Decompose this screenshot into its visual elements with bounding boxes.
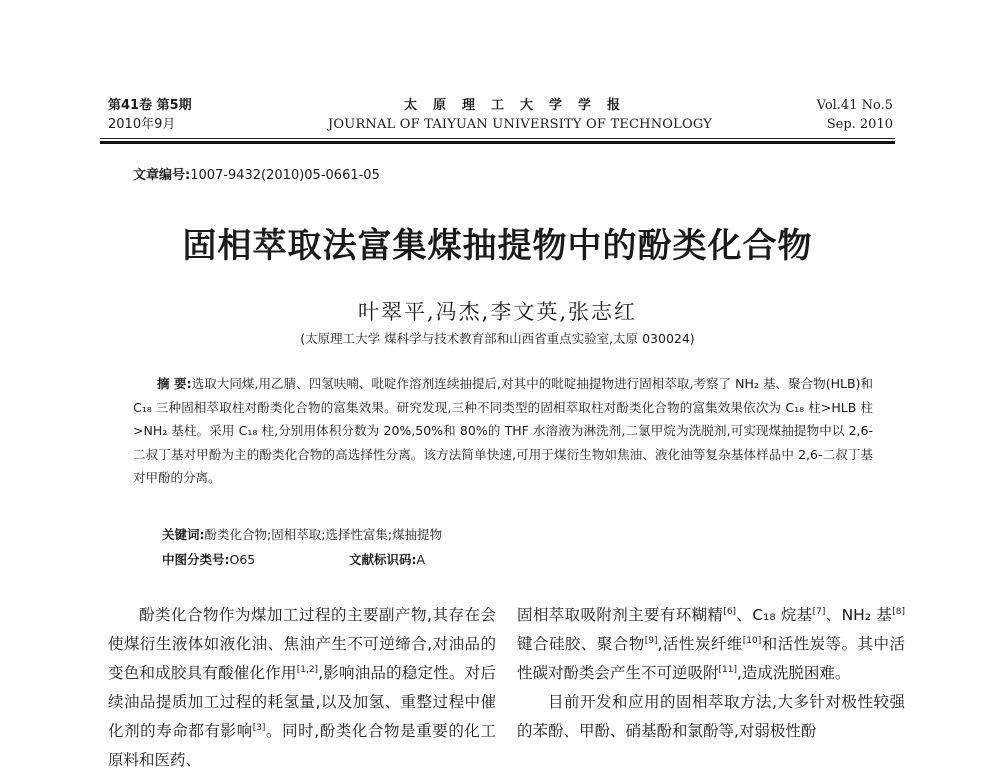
citation: [9] xyxy=(644,635,658,646)
document-code-value: A xyxy=(416,552,426,567)
body-paragraph: 固相萃取吸附剂主要有环糊精[6]、C₁₈ 烷基[7]、NH₂ 基[8]键合硅胶、聚合物[9],活性炭纤维[10]和活性炭等。其中活性碳对酚类会产生不可逆吸附[11],造成洗脱困难。 xyxy=(517,606,905,682)
citation: [6] xyxy=(723,606,737,617)
volume-en: Vol.41 No.5 xyxy=(816,98,893,113)
journal-issue-cn xyxy=(108,96,192,134)
abstract-text: 选取大同煤,用乙腈、四氢呋喃、吡啶作溶剂连续抽提后,对其中的吡啶抽提物进行固相萃取,考察了 NH₂ 基、聚合物(HLB)和 C₁₈ 三种固相萃取柱对酚类化合物的富集效果。研究发现,三种不同类型的固相萃取柱对酚类化合物的富集效果依次为 C₁₈ 柱>HLB 柱>NH₂ 基柱。采用 C₁₈ 柱,分别用体积分数为 20%,50%和 80%的 THF 水溶液为淋洗剂,二氯甲烷为洗脱剂,可实现煤抽提物中以 2,6-二叔丁基对甲酚为主的酚类化合物的高选择性分离。该方法简单快速,可用于煤衍生物如焦油、液化油等复杂基体样品中 2,6-二叔丁基对甲酚的分离。 xyxy=(133,376,874,485)
article-number xyxy=(133,164,380,183)
volume-cn: 第41卷 第5期 xyxy=(108,98,192,113)
abstract xyxy=(133,372,873,490)
affiliation: (太原理工大学 煤科学与技术教育部和山西省重点实验室,太原 030024) xyxy=(300,331,695,346)
abstract-label: 摘 要: xyxy=(157,376,192,391)
date-cn: 2010年9月 xyxy=(108,117,176,132)
classification-label: 中图分类号: xyxy=(162,552,230,567)
journal-title-en: JOURNAL OF TAIYUAN UNIVERSITY OF TECHNOLOGY xyxy=(328,117,712,132)
header-rule-thin xyxy=(100,138,895,139)
body-column-right xyxy=(517,601,905,746)
authors: 叶翠平,冯杰,李文英,张志红 xyxy=(357,300,638,324)
body-paragraph: 酚类化合物作为煤加工过程的主要副产物,其存在会使煤衍生液体如液化油、焦油产生不可逆缔合,对油品的变色和成胶具有酸催化作用[1,2],影响油品的稳定性。对后续油品提质加工过程的耗氢量,以及加氢、重整过程中催化剂的寿命都有影响[3]。同时,酚类化合物是重要的化工原料和医药、 xyxy=(108,606,496,769)
journal-issue-en xyxy=(817,96,893,134)
citation: [7] xyxy=(812,606,826,617)
date-en: Sep. 2010 xyxy=(826,117,893,132)
classification xyxy=(162,550,255,568)
keywords xyxy=(162,525,442,543)
keywords-label: 关键词: xyxy=(162,527,205,542)
header-rule-thick xyxy=(100,141,895,144)
citation: [8] xyxy=(892,606,905,617)
citation: [10] xyxy=(742,635,762,646)
article-number-value: 1007-9432(2010)05-0661-05 xyxy=(190,168,380,183)
document-code xyxy=(349,550,425,568)
body-column-left xyxy=(108,601,496,775)
citation: [11] xyxy=(718,664,737,675)
journal-title-cn: 太原理工大学学报 xyxy=(403,98,636,113)
citation: [3] xyxy=(252,722,266,733)
journal-title-block xyxy=(300,96,740,134)
body-paragraph: 目前开发和应用的固相萃取方法,大多针对极性较强的苯酚、甲酚、硝基酚和氯酚等,对弱极性酚 xyxy=(517,693,905,740)
classification-value: O65 xyxy=(229,552,256,567)
document-code-label: 文献标识码: xyxy=(349,552,417,567)
paper-title: 固相萃取法富集煤抽提物中的酚类化合物 xyxy=(182,226,813,266)
keywords-text: 酚类化合物;固相萃取;选择性富集;煤抽提物 xyxy=(204,527,443,542)
article-number-label: 文章编号: xyxy=(133,168,191,183)
citation: [1,2] xyxy=(296,664,319,675)
